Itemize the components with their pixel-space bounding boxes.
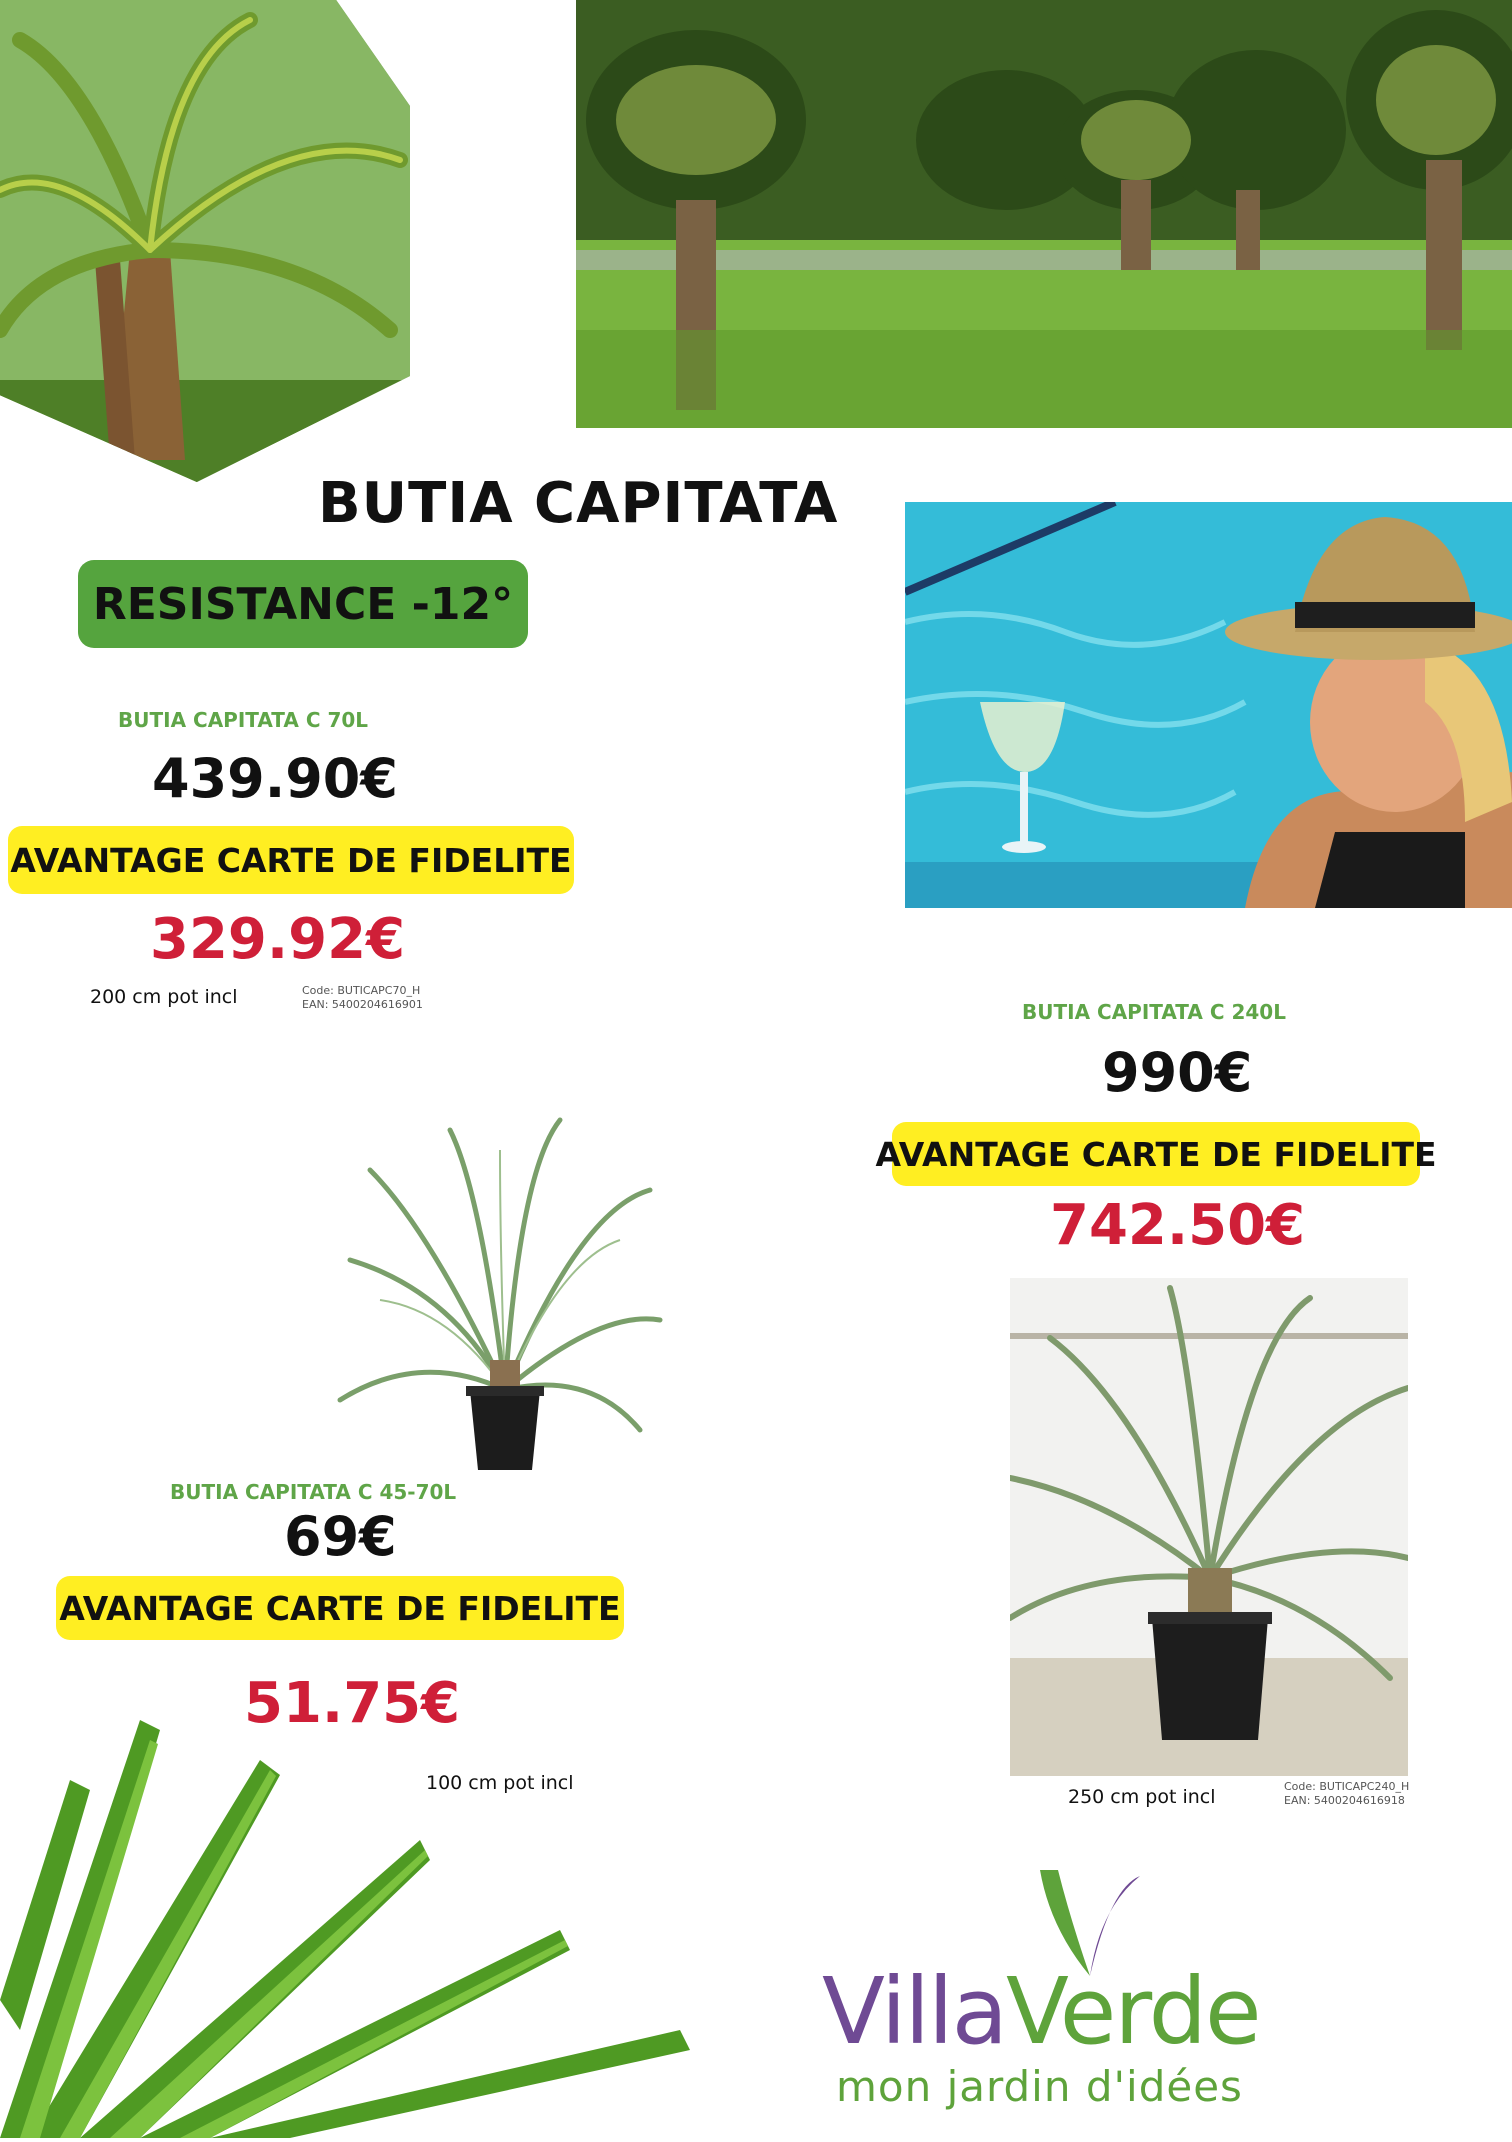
loyalty-price-c45: 51.75€ [244,1671,461,1736]
product-name-c240: BUTIA CAPITATA C 240L [1022,1000,1286,1024]
potted-palm-large-photo [1010,1278,1408,1776]
code-text: Code: BUTICAPC70_H [302,984,421,997]
resistance-badge: RESISTANCE -12° [78,560,528,648]
loyalty-badge-c45: AVANTAGE CARTE DE FIDELITE [56,1576,624,1640]
loyalty-badge-c70: AVANTAGE CARTE DE FIDELITE [8,826,574,894]
product-name-c45: BUTIA CAPITATA C 45-70L [170,1480,457,1504]
potted-palm-small-photo [330,1110,670,1470]
product-price-c240: 990€ [1102,1041,1253,1104]
loyalty-badge-c240: AVANTAGE CARTE DE FIDELITE [892,1122,1420,1186]
product-code-c70 [302,984,423,1013]
product-size-c45: 100 cm pot incl [426,1772,574,1794]
product-code-c240 [1284,1780,1409,1809]
palm-park-photo [576,0,1512,428]
code-text: Code: BUTICAPC240_H [1284,1780,1410,1793]
logo-verde-text: Verde [1005,1958,1260,2065]
logo-tagline: mon jardin d'idées [836,2062,1243,2111]
product-price-c70: 439.90€ [152,747,398,810]
ean-text: EAN: 5400204616901 [302,998,423,1012]
palm-leaf-decoration [0,1700,780,2138]
page-title: BUTIA CAPITATA [318,471,839,536]
product-name-c70: BUTIA CAPITATA C 70L [118,708,369,732]
product-size-c240: 250 cm pot incl [1068,1786,1216,1808]
product-size-c70: 200 cm pot incl [90,986,238,1008]
logo-villa-text: Villa [822,1958,1006,2065]
loyalty-price-c70: 329.92€ [150,907,406,972]
ean-text: EAN: 5400204616918 [1284,1794,1405,1808]
woman-pool-photo [905,502,1512,908]
villaverde-logo [822,1958,1260,2065]
product-price-c45: 69€ [284,1505,397,1568]
loyalty-price-c240: 742.50€ [1050,1193,1306,1258]
palm-trees-photo [0,0,410,482]
